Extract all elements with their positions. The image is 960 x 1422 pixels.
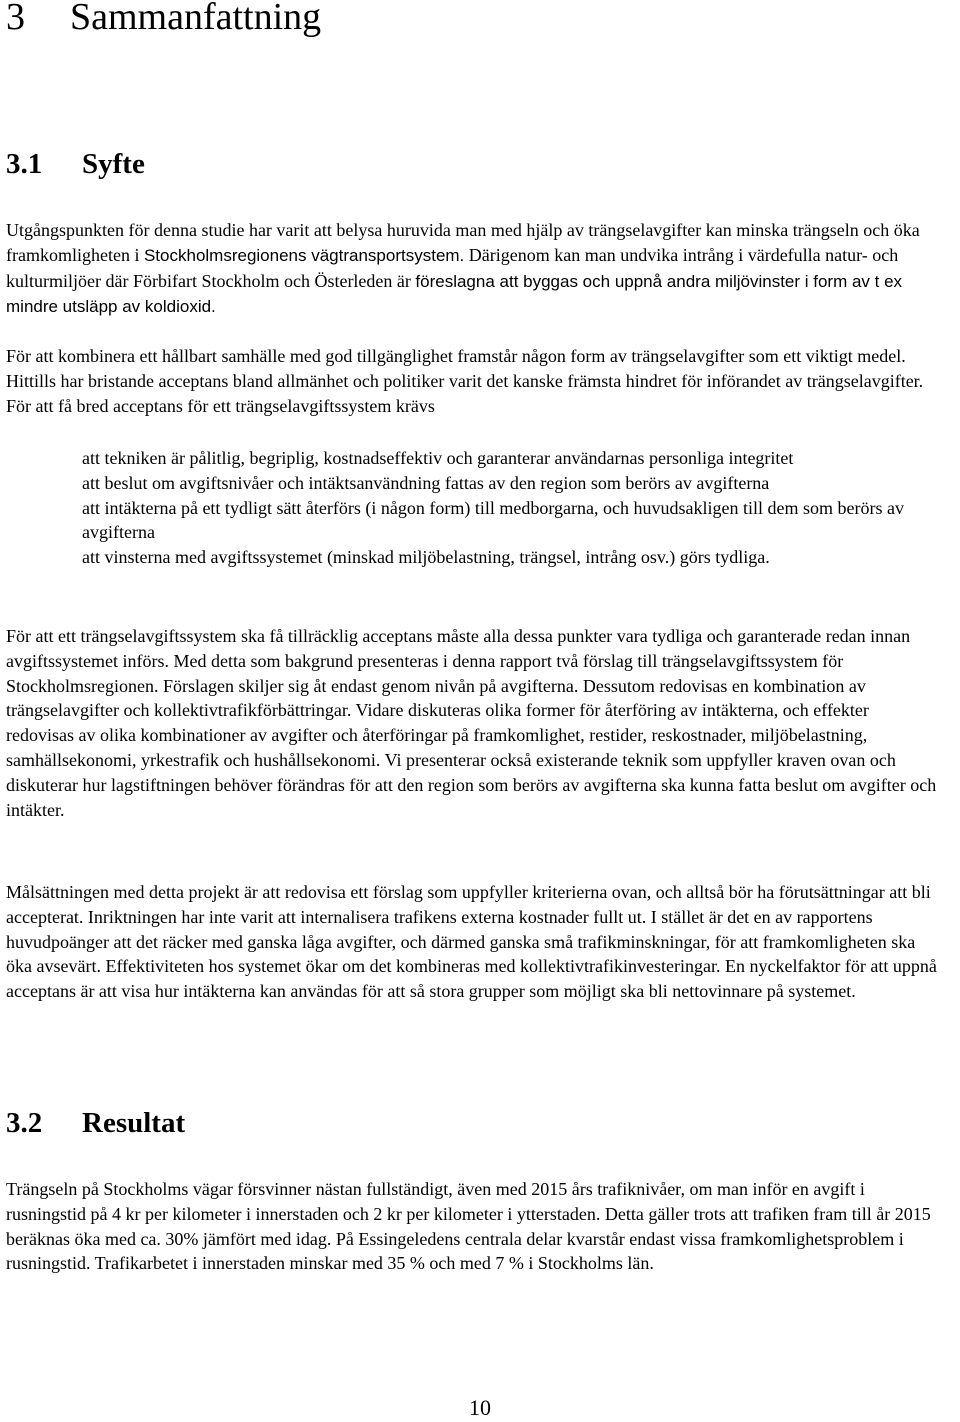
list-item: att vinsterna med avgiftssystemet (minskad miljöbelastning, trängsel, intrång osv.) görs tydliga. [82,547,770,568]
heading-number: 3 [6,0,25,38]
paragraph-text: Utgångspunkten för denna studie har varit att belysa huruvida man med hjälp av trängselavgifter kan minska trängseln och öka framkomligheten i [6,220,920,265]
section-title: Resultat [82,1107,186,1139]
list-item: att beslut om avgiftsnivåer och intäktsanvändning fattas av den region som berörs av avgifterna [82,472,770,493]
paragraph-resultat-1: Trängseln på Stockholms vägar försvinner nästan fullständigt, även med 2015 års trafiknivåer, om man inför en avgift i rusningstid på 4 kr per kilometer i innerstaden och 2 kr per kilometer i ytterstaden. Detta gäller trots att trafiken fram till år 2015 beräknas öka med ca. 30% jämfört med idag. På Essingeledens centrala delar kvarstår endast vissa framkomlighetsproblem i rusningstid. Trafikarbetet i innerstaden minskar med 35 % och med 7 % i Stockholms län. [6,1179,931,1274]
section-number: 3.1 [6,148,43,180]
requirements-list [82,446,942,570]
paragraph-syfte-1 [6,218,941,320]
paragraph-text: Därigenom kan man undvika intrång i värdefulla natur- och kulturmiljöer där Förbifart Stockholm och Österleden är [6,244,899,291]
section-number: 3.2 [6,1107,43,1139]
paragraph-text: föreslagna att byggas och uppnå andra miljövinster i form av t ex mindre utsläpp av koldioxid. [6,271,903,317]
paragraph-text: Hittills har bristande acceptans bland allmänhet och politiker varit det kanske främsta hindret för införandet av trängselavgifter. För att få bred acceptans för ett trängselavgiftssystem krävs [6,370,924,416]
paragraph-syfte-2 [6,344,941,418]
paragraph-syfte-3: För att ett trängselavgiftssystem ska få tillräcklig acceptans måste alla dessa punkter vara tydliga och garanterade redan innan avgiftssystemet införs. Med detta som bakgrund presenteras i denna rapport två förslag till trängselavgiftssystem för Stockholmsregionen. Förslagen skiljer sig åt endast genom nivån på avgifterna. Dessutom redovisas en kombination av trängselavgifter och kollektivtrafikförbättringar. Vidare diskuteras olika former för återföring av intäkterna, och effekter redovisas av olika kombinationer av avgifter och återföringar på framkomlighet, restider, reskostnader, miljöbelastning, samhällsekonomi, yrkestrafik och hushållsekonomi. Vi presenterar också existerande teknik som uppfyller kraven ovan och diskuterar hur lagstiftningen behöver förändras för att den region som berörs av avgifterna ska kunna fatta beslut om avgifter och intäkter. [6,626,937,820]
paragraph-text: För att kombinera ett hållbart samhälle med god tillgänglighet framstår någon form av trängselavgifter som ett viktigt medel. [6,346,906,366]
page-number: 10 [469,1395,491,1420]
heading-sammanfattning [6,0,321,40]
heading-resultat [6,1105,185,1141]
list-item: att tekniken är pålitlig, begriplig, kostnadseffektiv och garanterar användarnas personliga integritet [82,448,794,468]
paragraph-text: Stockholmsregionens vägtransportsystem. [143,245,465,265]
heading-title: Sammanfattning [70,0,322,38]
heading-syfte [6,146,145,182]
section-title: Syfte [82,148,145,180]
paragraph-syfte-4: Målsättningen med detta projekt är att redovisa ett förslag som uppfyller kriterierna ovan, och alltså bör ha förutsättningar att bli accepterat. Inriktningen har inte varit att internalisera trafikens externa kostnader fullt ut. I stället är det en av rapportens huvudpoänger att det räcker med ganska låga avgifter, och därmed ganska små trafikminskningar, för att framkomligheten ska öka avsevärt. Effektiviteten hos systemet ökar om det kombineras med kollektivtrafikinvesteringar. En nyckelfaktor för att uppnå acceptans är att visa hur intäkterna kan användas för att så stora grupper som möjligt ska bli nettovinnare på systemet. [6,882,937,1002]
list-item: att intäkterna på ett tydligt sätt återförs (i någon form) till medborgarna, och huvudsakligen till dem som berörs av avgifterna [82,497,904,543]
